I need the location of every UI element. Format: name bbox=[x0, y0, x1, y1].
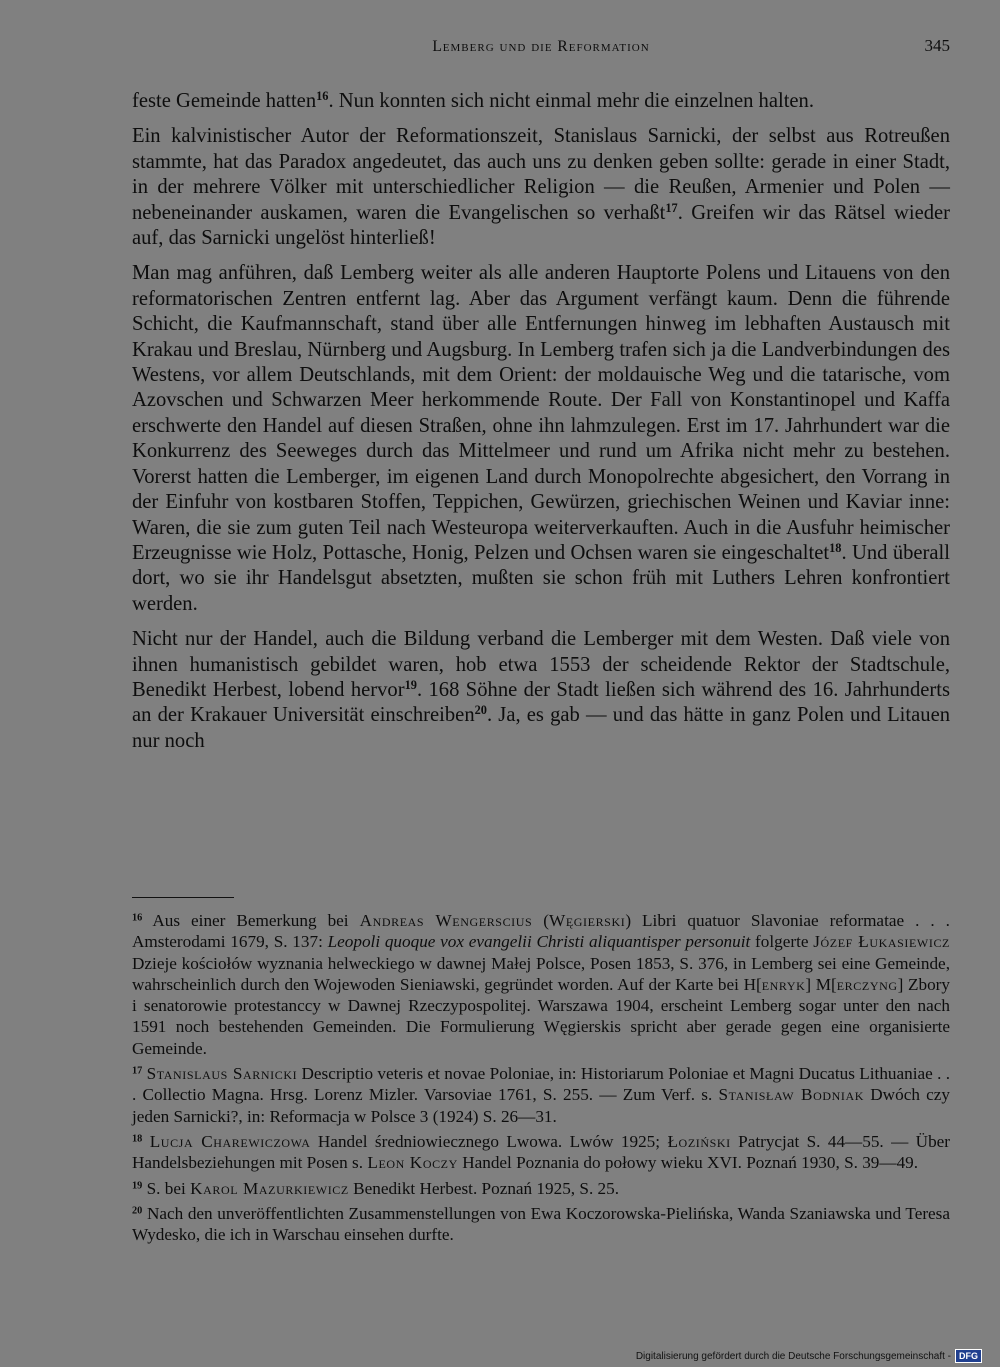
text-run: Descriptio veteris et novae Poloniae, in: Historiarum Poloniae et Magni Ducatus Lithuaniae . . . Collectio Magna. Hrsg. Lorenz Mizler. Varsoviae 1761, S. 255. — Zum Verf. s. bbox=[132, 1064, 950, 1105]
footnote-16 bbox=[132, 910, 950, 1059]
text-run: Handel średniowiecznego Lwowa. Lwów 1925; bbox=[310, 1131, 668, 1151]
dfg-logo: DFG bbox=[955, 1349, 982, 1363]
footnote-17 bbox=[132, 1063, 950, 1127]
footnote-ref-19[interactable]: 19 bbox=[404, 678, 417, 693]
text-run: ( bbox=[532, 911, 550, 930]
footnote-ref-16[interactable]: 16 bbox=[316, 89, 329, 104]
digitization-credit bbox=[636, 1349, 982, 1363]
text-run: . 168 Söhne der Stadt ließen sich während des 16. Jahrhunderts an der Krakauer Universität einschreiben bbox=[132, 678, 950, 727]
text-run: Dwóch czy jeden Sarnicki?, in: Reformacja w Polsce 3 (1924) S. 26—31. bbox=[132, 1085, 951, 1126]
footnote-ref-18[interactable]: 18 bbox=[829, 541, 842, 556]
author-name: Leon Koczy bbox=[367, 1153, 458, 1173]
author-name: Węgierski bbox=[549, 911, 626, 930]
credit-text: Digitalisierung gefördert durch die Deutsche Forschungsgemeinschaft - bbox=[635, 1350, 951, 1362]
footnote-number: 19 bbox=[132, 1179, 143, 1191]
footnotes bbox=[132, 910, 950, 1249]
author-name: Andreas Wengerscius bbox=[359, 911, 533, 930]
text-run: S. bei bbox=[142, 1178, 191, 1198]
text-run: Handel Poznania do połowy wieku XVI. Poznań 1930, S. 39—49. bbox=[457, 1153, 919, 1173]
text-run: ] Zbory i senatorowie protestanccy w Dawnej Rzeczypospolitej. Warszawa 1904, erscheint Lemberg sogar unter den nach 1591 noch bestehenden Gemeinden. Die Formulierung Węgierskis spricht aber gerade gegen eine organisierte Gemeinde. bbox=[132, 974, 950, 1058]
paragraph-2 bbox=[132, 124, 950, 251]
footnote-18 bbox=[132, 1131, 950, 1174]
footnote-20 bbox=[132, 1203, 950, 1246]
author-name: Józef Łukasiewicz bbox=[813, 932, 950, 952]
text-run: . Nun konnten sich nicht einmal mehr die einzelnen halten. bbox=[328, 90, 815, 112]
text-run: ) Libri quatuor Slavoniae reformatae . . . Amsterodami 1679, S. 137: bbox=[132, 911, 950, 952]
author-name: enryk bbox=[761, 974, 806, 994]
paragraph-4 bbox=[132, 627, 950, 754]
text-run: Ein kalvinistischer Autor der Reformationszeit, Stanislaus Sarnicki, der selbst aus Rotreußen stammte, hat das Paradox angedeutet, das auch uns zu denken geben sollte: gerade in einer Stadt, in der mehrere Völker mit unterschiedlicher Religion — die Reußen, Armenier und Polen — nebeneinander auskamen, waren die Evangelischen so verhaßt bbox=[132, 125, 950, 224]
author-name: Lucja Charewiczowa bbox=[149, 1131, 311, 1151]
page-header bbox=[132, 38, 950, 62]
footnote-19 bbox=[132, 1178, 950, 1199]
author-name: Stanislaus Sarnicki bbox=[146, 1064, 298, 1084]
footnote-number: 18 bbox=[132, 1133, 143, 1145]
footnote-number: 17 bbox=[132, 1065, 143, 1077]
text-run: Man mag anführen, daß Lemberg weiter als alle anderen Hauptorte Polens und Litauens von den reformatorischen Zentren entfernt lag. Aber das Argument verfängt kaum. Denn die führende Schicht, die Kaufmannschaft, stand über alle Entfernungen hinweg im lebhaften Austausch mit Krakau und Breslau, Nürnberg und Augsburg. In Lemberg trafen sich ja die Landverbindungen des Westens, vor allem Deutschlands, mit dem Orient: der moldauische Weg und die tatarische, vom Azovschen und Schwarzen Meer herkommende Route. Der Fall von Konstantinopel und Kaffa erschwerte den Handel auf diesen Straßen, ohne ihn lahmzulegen. Erst im 17. Jahrhundert war die Konkurrenz des Seeweges durch das Mittelmeer und rund um Afrika nicht mehr zu bestehen. Vorerst hatten die Lemberger, im eigenen Land durch Monopolrechte abgesichert, den Vorrang in der Einfuhr von kostbaren Stoffen, Teppichen, Gewürzen, griechischen Weinen und Kaviar inne: Waren, die sie zum guten Teil nach Westeuropa weiterverkauften. Auch in die Ausfuhr heimischer Erzeugnisse wie Holz, Pottasche, Honig, Pelzen und Ochsen waren sie eingeschaltet bbox=[132, 262, 950, 564]
footnote-divider bbox=[132, 897, 234, 898]
author-name: Łoziński bbox=[667, 1131, 731, 1151]
page-number: 345 bbox=[924, 36, 950, 55]
text-run: . Ja, es gab — und das hätte in ganz Polen und Litauen nur noch bbox=[132, 704, 951, 752]
author-name: Stanisław Bodniak bbox=[718, 1085, 865, 1105]
text-run: . Greifen wir das Rätsel wieder auf, das Sarnicki ungelöst hinterließ! bbox=[132, 201, 951, 250]
footnote-number: 16 bbox=[132, 912, 143, 924]
running-title: Lemberg und die Reformation bbox=[432, 38, 650, 55]
text-run: Nach den unveröffentlichten Zusammenstellungen von Ewa Koczorowska-Pielińska, Wanda Szaniawska und Teresa Wydesko, die ich in Warschau einsehen durfte. bbox=[132, 1203, 950, 1245]
text-run: . Und überall dort, wo sie ihr Handelsgut absetzten, mußten sie schon früh mit Luthers Lehren konfrontiert werden. bbox=[132, 541, 950, 615]
author-name: erczyng bbox=[836, 974, 898, 994]
text-run: feste Gemeinde hatten bbox=[132, 90, 317, 112]
paragraph-1 bbox=[132, 89, 950, 114]
author-name: Karol Mazurkiewicz bbox=[190, 1178, 349, 1198]
text-run: Aus einer Bemerkung bei bbox=[142, 911, 360, 930]
footnote-ref-17[interactable]: 17 bbox=[665, 200, 678, 215]
text-run: Dzieje kościołów wyznania helweckiego w dawnej Małej Polsce, Posen 1853, S. 376, in Lemberg sei eine Gemeinde, wahrscheinlich durch den Wojewoden Sieniawski, gegründet worden. Auf der Karte bei H[ bbox=[132, 953, 950, 994]
footnote-number: 20 bbox=[132, 1205, 143, 1217]
body-text bbox=[132, 89, 950, 764]
text-run: ] M[ bbox=[805, 974, 837, 994]
text-run: Patrycjat S. 44—55. — Über Handelsbeziehungen mit Posen s. bbox=[132, 1131, 951, 1173]
paragraph-3 bbox=[132, 261, 950, 617]
text-run: Benedikt Herbest. Poznań 1925, S. 25. bbox=[348, 1178, 620, 1198]
text-run: Nicht nur der Handel, auch die Bildung verband die Lemberger mit dem Westen. Daß viele von ihnen humanistisch gebildet waren, hob etwa 1553 der scheidende Rektor der Stadtschule, Benedikt Herbest, lobend hervor bbox=[132, 628, 950, 701]
latin-quote: Leopoli quoque vox evangelii Christi aliquantisper personuit bbox=[327, 932, 751, 952]
text-run: folgerte bbox=[750, 932, 814, 952]
footnote-ref-20[interactable]: 20 bbox=[474, 703, 487, 718]
